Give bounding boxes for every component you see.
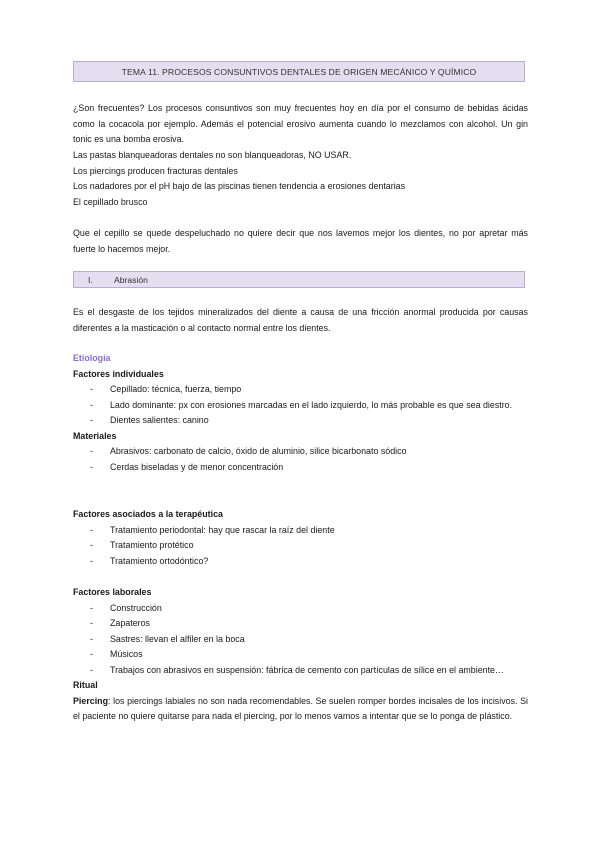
intro-line: Los piercings producen fracturas dentales <box>73 165 238 176</box>
list-item: - Músicos <box>73 647 528 663</box>
laborales-section <box>73 585 528 725</box>
list-item: - Abrasivos: carbonato de calcio, óxido de aluminio, silice bicarbonato sódico <box>73 444 528 460</box>
individuales-heading: Factores individuales <box>73 368 164 379</box>
list-item: - Dientes salientes: canino <box>73 413 528 429</box>
individuales-list <box>73 382 528 429</box>
section-number: I. <box>88 274 93 285</box>
piercing-label: Piercing <box>73 695 109 706</box>
section-heading-bar <box>73 271 525 288</box>
list-item: - Tratamiento periodontal: hay que rascar la raíz del diente <box>73 523 528 539</box>
list-item: - Construcción <box>73 601 528 617</box>
title-bar <box>73 61 525 82</box>
materiales-heading: Materiales <box>73 430 117 441</box>
list-item: - Cerdas biseladas y de menor concentración <box>73 460 528 476</box>
intro-paragraph <box>73 101 528 148</box>
list-item: - Cepillado: técnica, fuerza, tiempo <box>73 382 528 398</box>
cepillo-paragraph-text: Que el cepillo se quede despeluchado no quiere decir que nos lavemos mejor los dientes, no por apretar más fuerte lo hacemos mejor. <box>73 228 528 254</box>
list-item: - Zapateros <box>73 616 528 632</box>
intro-lines <box>73 148 528 210</box>
materiales-list <box>73 444 528 475</box>
list-item: - Tratamiento protético <box>73 538 528 554</box>
document-title: TEMA 11. PROCESOS CONSUNTIVOS DENTALES DE ORIGEN MECÁNICO Y QUÍMICO <box>121 66 477 77</box>
terapeutica-section <box>73 507 528 569</box>
intro-line: Las pastas blanqueadoras dentales no son blanqueadoras, NO USAR. <box>73 150 352 160</box>
intro-line: Los nadadores por el pH bajo de las piscinas tienen tendencia a erosiones dentarias <box>73 181 406 191</box>
list-item: - Tratamiento ortodóntico? <box>73 554 528 570</box>
etiologia-section <box>73 351 528 475</box>
piercing-paragraph <box>73 694 528 725</box>
piercing-text: : los piercings labiales no son nada recomendables. Se suelen romper bordes incisales de los incisivos. Si el paciente no quiere quitarse para nada el piercing, por lo menos vamos a intentar que se lo ponga de plástico. <box>73 695 528 721</box>
cepillo-paragraph <box>73 226 528 257</box>
laborales-heading: Factores laborales <box>73 587 152 597</box>
intro-line: El cepillado brusco <box>73 196 148 207</box>
laborales-list <box>73 601 528 679</box>
list-item: - Trabajos con abrasivos en suspensión: fábrica de cemento con partículas de sílice en el ambiente… <box>73 663 528 679</box>
terapeutica-heading: Factores asociados a la terapéutica <box>73 509 223 519</box>
etiologia-heading: Etiología <box>73 353 111 363</box>
terapeutica-list <box>73 523 528 570</box>
list-item: - Sastres: llevan el alfiler en la boca <box>73 632 528 648</box>
intro-paragraph-text: ¿Son frecuentes? Los procesos consuntivos son muy frecuentes hoy en día por el consumo de bebidas ácidas como la cocacola por ejemplo. Además el potencial erosivo aumenta cuando lo mezclamos con alcohol. Un gin tonic es una bomba erosiva. <box>73 103 528 144</box>
definition-paragraph <box>73 305 528 336</box>
ritual-heading: Ritual <box>73 680 98 690</box>
section-label: Abrasión <box>114 274 148 285</box>
list-item: - Lado dominante: px con erosiones marcadas en el lado izquierdo, lo más probable es que sea diestro. <box>73 398 528 414</box>
definition-text: Es el desgaste de los tejidos mineralizados del diente a causa de una fricción anormal producida por causas diferentes a la masticación o al contacto normal entre los dientes. <box>73 307 528 333</box>
